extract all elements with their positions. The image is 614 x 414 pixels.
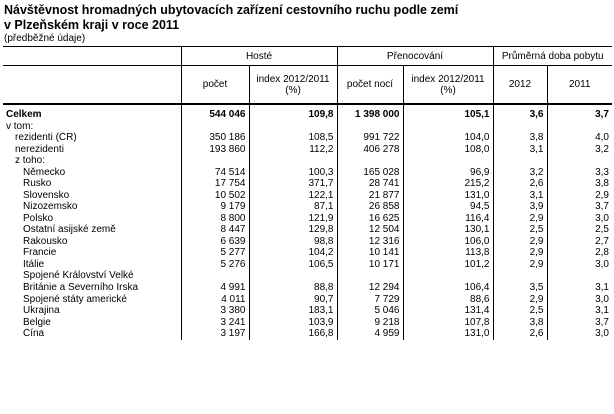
- stay-2012-cell: 2,9: [493, 247, 547, 259]
- nights-cell: 10 141: [337, 247, 403, 259]
- table-row: [3, 201, 612, 213]
- row-label: Nizozemsko: [23, 201, 78, 212]
- stay-2011-cell: 4,0: [547, 132, 612, 144]
- table-row: [3, 247, 612, 259]
- nights-cell: 406 278: [337, 144, 403, 156]
- row-label: Ostatní asijské země: [23, 224, 116, 235]
- guests-index-cell: 108,5: [249, 132, 337, 144]
- stay-2012-cell: 2,5: [493, 305, 547, 317]
- stay-2011-cell: 2,8: [547, 247, 612, 259]
- row-label: Rakousko: [23, 235, 68, 247]
- row-label: Německo: [23, 166, 66, 178]
- nights-index-cell: 113,8: [403, 247, 493, 259]
- nights-index-cell: 106,0: [403, 236, 493, 248]
- guests-index-cell: 106,5: [249, 259, 337, 271]
- guests-index-cell: 109,8: [249, 109, 337, 121]
- nights-index-cell: 215,2: [403, 178, 493, 190]
- guests-cell: 350 186: [181, 132, 249, 144]
- table-row: [3, 259, 612, 271]
- guests-index-cell: 166,8: [249, 328, 337, 340]
- stay-2012-cell: 3,5: [493, 282, 547, 294]
- nights-cell: 21 877: [337, 190, 403, 202]
- nights-cell: 7 729: [337, 294, 403, 306]
- table-row: [3, 167, 612, 179]
- guests-cell: 5 276: [181, 259, 249, 271]
- nights-index-cell: 88,6: [403, 294, 493, 306]
- guests-index-cell: 371,7: [249, 178, 337, 190]
- stay-2012-cell: 2,9: [493, 294, 547, 306]
- nights-index-cell: 94,5: [403, 201, 493, 213]
- stay-2012-cell: 2,9: [493, 259, 547, 271]
- table-row: [3, 282, 612, 294]
- nights-index-cell: 131,4: [403, 305, 493, 317]
- stay-2011-cell: 3,7: [547, 317, 612, 329]
- nights-index-cell: 104,0: [403, 132, 493, 144]
- table-title: [4, 3, 458, 33]
- table-row: [3, 236, 612, 248]
- guests-index-cell: 104,2: [249, 247, 337, 259]
- guests-cell: 3 241: [181, 317, 249, 329]
- stay-2012-cell: 3,1: [493, 144, 547, 156]
- nights-cell: 991 722: [337, 132, 403, 144]
- stay-2012-cell: 3,1: [493, 190, 547, 202]
- row-label: Spojené státy americké: [23, 293, 127, 305]
- table-row: [3, 317, 612, 329]
- nights-cell: 10 171: [337, 259, 403, 271]
- row-label: Ukrajina: [23, 305, 60, 316]
- stay-2011-cell: 2,9: [547, 190, 612, 202]
- nights-cell: 4 959: [337, 328, 403, 340]
- header-year-2012: 2012: [493, 66, 547, 105]
- stay-2012-cell: 2,5: [493, 224, 547, 236]
- row-label: Celkem: [6, 109, 42, 120]
- guests-cell: 17 754: [181, 178, 249, 190]
- stay-2012-cell: 2,9: [493, 236, 547, 248]
- header-guests: Hosté: [181, 47, 337, 66]
- nights-index-cell: 106,4: [403, 282, 493, 294]
- stay-2011-cell: 3,0: [547, 328, 612, 340]
- guests-cell: 3 197: [181, 328, 249, 340]
- guests-cell: 5 277: [181, 247, 249, 259]
- guests-cell: 6 639: [181, 236, 249, 248]
- header-corner: [3, 47, 181, 66]
- row-label: Rusko: [23, 178, 52, 189]
- guests-cell: 3 380: [181, 305, 249, 317]
- header-guest-count: počet: [181, 66, 249, 105]
- stay-2012-cell: 2,9: [493, 213, 547, 225]
- guests-index-cell: 121,9: [249, 213, 337, 225]
- stay-2011-cell: 3,2: [547, 144, 612, 156]
- row-label: Slovensko: [23, 189, 70, 201]
- nights-index-cell: 105,1: [403, 109, 493, 121]
- stay-2012-cell: 3,8: [493, 132, 547, 144]
- header-corner-lower: [3, 66, 181, 105]
- guests-cell: 544 046: [181, 109, 249, 121]
- guests-index-cell: 183,1: [249, 305, 337, 317]
- title-line-1: Návštěvnost hromadných ubytovacích zařízení cestovního ruchu podle zemí: [4, 3, 459, 17]
- row-label: rezidenti (ČR): [15, 132, 77, 143]
- guests-index-cell: 88,8: [249, 282, 337, 294]
- title-line-2: v Plzeňském kraji v roce 2011: [4, 18, 180, 32]
- guests-cell: 193 860: [181, 144, 249, 156]
- table-row-label-continuation: [3, 270, 612, 282]
- nights-cell: 12 504: [337, 224, 403, 236]
- stay-2011-cell: 3,0: [547, 259, 612, 271]
- nights-cell: 9 218: [337, 317, 403, 329]
- table-row: [3, 294, 612, 306]
- stay-2012-cell: 3,8: [493, 317, 547, 329]
- nights-index-cell: 96,9: [403, 167, 493, 179]
- guests-index-cell: 112,2: [249, 144, 337, 156]
- row-label: Polsko: [23, 212, 54, 224]
- table-row: [3, 213, 612, 225]
- header-nights: Přenocování: [337, 47, 493, 66]
- table-row: [3, 178, 612, 190]
- nights-cell: 28 741: [337, 178, 403, 190]
- table-row: [3, 328, 612, 340]
- header-night-count: počet nocí: [337, 66, 403, 105]
- nights-cell: 1 398 000: [337, 109, 403, 121]
- guests-index-cell: 129,8: [249, 224, 337, 236]
- guests-cell: 8 800: [181, 213, 249, 225]
- table-row-vtom: [3, 121, 612, 133]
- stay-2011-cell: 3,0: [547, 213, 612, 225]
- table-row: [3, 224, 612, 236]
- row-label: Belgie: [23, 316, 51, 328]
- header-guest-index: index 2012/2011 (%): [249, 66, 337, 105]
- stay-2011-cell: 3,1: [547, 305, 612, 317]
- nights-index-cell: 131,0: [403, 328, 493, 340]
- row-label: v tom:: [6, 120, 34, 132]
- header-year-2011: 2011: [547, 66, 612, 105]
- nights-index-cell: 131,0: [403, 190, 493, 202]
- nights-index-cell: 101,2: [403, 259, 493, 271]
- stay-2012-cell: 3,6: [493, 109, 547, 121]
- table-row-residents: [3, 132, 612, 144]
- table-row-nonresidents: [3, 144, 612, 156]
- table-row-total: [3, 109, 612, 121]
- nights-index-cell: 116,4: [403, 213, 493, 225]
- stay-2012-cell: 2,6: [493, 328, 547, 340]
- table-row-ztoho: [3, 155, 612, 167]
- nights-index-cell: 108,0: [403, 144, 493, 156]
- nights-cell: 12 316: [337, 236, 403, 248]
- guests-index-cell: 98,8: [249, 236, 337, 248]
- stay-2011-cell: 3,8: [547, 178, 612, 190]
- header-night-index: index 2012/2011 (%): [403, 66, 493, 105]
- guests-cell: 10 502: [181, 190, 249, 202]
- stay-2011-cell: 3,0: [547, 294, 612, 306]
- row-label: Spojené Království Velké: [23, 270, 134, 282]
- row-label: Čína: [23, 328, 45, 339]
- guests-index-cell: 87,1: [249, 201, 337, 213]
- row-label: Francie: [23, 247, 57, 258]
- nights-cell: 12 294: [337, 282, 403, 294]
- nights-cell: 165 028: [337, 167, 403, 179]
- row-label: z toho:: [15, 155, 46, 166]
- stay-2011-cell: 3,7: [547, 109, 612, 121]
- stay-2012-cell: 3,9: [493, 201, 547, 213]
- statistics-table: [3, 46, 612, 340]
- guests-cell: 74 514: [181, 167, 249, 179]
- nights-cell: 26 858: [337, 201, 403, 213]
- stay-2011-cell: 2,7: [547, 236, 612, 248]
- row-label: nerezidenti: [15, 143, 64, 155]
- nights-index-cell: 130,1: [403, 224, 493, 236]
- row-label: Itálie: [23, 258, 45, 270]
- guests-cell: 4 011: [181, 294, 249, 306]
- header-avg-stay: Průměrná doba pobytu: [493, 47, 612, 66]
- guests-cell: 9 179: [181, 201, 249, 213]
- stay-2012-cell: 3,2: [493, 167, 547, 179]
- stay-2012-cell: 2,6: [493, 178, 547, 190]
- table-row: [3, 305, 612, 317]
- stay-2011-cell: 3,3: [547, 167, 612, 179]
- stay-2011-cell: 3,7: [547, 201, 612, 213]
- guests-cell: 8 447: [181, 224, 249, 236]
- table-subtitle: (předběžné údaje): [4, 33, 86, 44]
- guests-index-cell: 100,3: [249, 167, 337, 179]
- guests-index-cell: 122,1: [249, 190, 337, 202]
- stay-2011-cell: 3,1: [547, 282, 612, 294]
- guests-index-cell: 90,7: [249, 294, 337, 306]
- nights-index-cell: 107,8: [403, 317, 493, 329]
- guests-cell: 4 991: [181, 282, 249, 294]
- row-label: Británie a Severního Irska: [23, 282, 139, 293]
- stay-2011-cell: 2,5: [547, 224, 612, 236]
- guests-index-cell: 103,9: [249, 317, 337, 329]
- nights-cell: 5 046: [337, 305, 403, 317]
- table-row: [3, 190, 612, 202]
- nights-cell: 16 625: [337, 213, 403, 225]
